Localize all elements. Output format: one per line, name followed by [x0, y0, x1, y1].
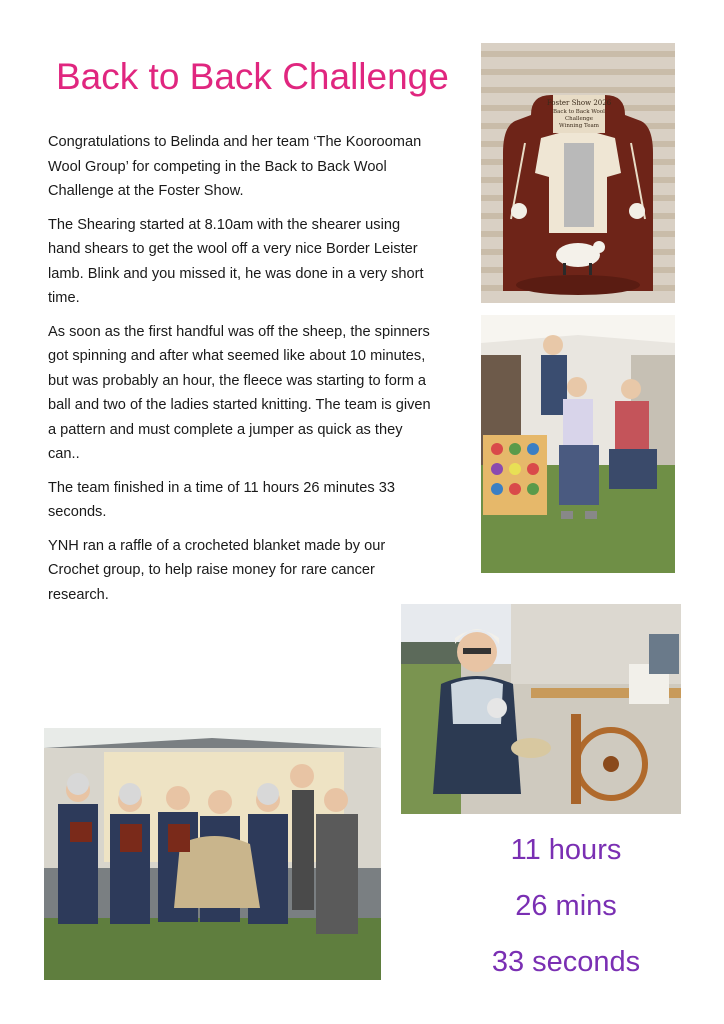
page-title: Back to Back Challenge	[56, 56, 449, 97]
article-body	[48, 130, 432, 616]
knitter-photo	[401, 604, 681, 814]
paragraph-finish-time: The team finished in a time of 11 hours 26 minutes 33 seconds.	[48, 479, 395, 520]
spinners-photo	[481, 315, 675, 573]
result-hours: 11 hours	[510, 834, 622, 866]
paragraph-raffle: YNH ran a raffle of a crocheted blanket made by our Crochet group, to help raise money for rare cancer research.	[48, 537, 386, 603]
paragraph-spinning: As soon as the first handful was off the sheep, the spinners got spinning and after what seemed like about 10 minutes, but was probably an hour, the fleece was starting to form a ball and two of the ladies started knitting. The team is given a pattern and must complete a jumper as quick as they can..	[48, 323, 431, 462]
plaque-line-3: Challenge	[564, 116, 594, 122]
result-seconds: 33 seconds	[491, 946, 641, 978]
paragraph-congratulations: Congratulations to Belinda and her team ‘The Koorooman Wool Group’ for competing in the Back to Back Wool Challenge at the Foster Show.	[48, 134, 422, 199]
plaque-line-2: Back to Back Wool	[553, 109, 605, 115]
team-photo	[44, 728, 381, 980]
plaque-line-1: Foster Show 2026	[546, 99, 612, 107]
plaque-line-4: Winning Team	[559, 123, 599, 129]
paragraph-shearing: The Shearing started at 8.10am with the shearer using hand shears to get the wool off a very nice Border Leister lamb. Blink and you missed it, he was done in a very short time.	[48, 216, 424, 306]
trophy-photo	[481, 43, 675, 303]
result-mins: 26 mins	[515, 890, 617, 922]
